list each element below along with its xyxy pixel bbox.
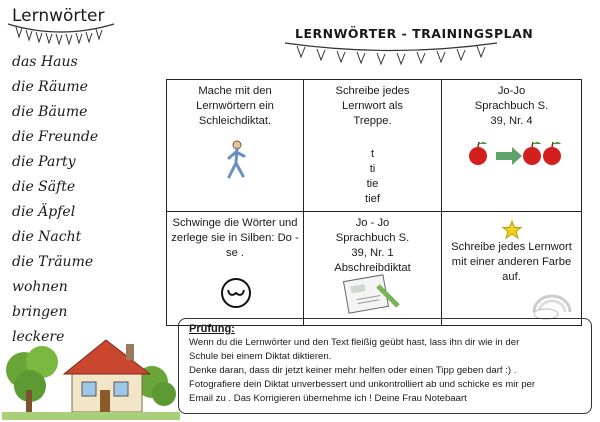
task-text: Jo - Jo Sprachbuch S. 39, Nr. 1 Abschreibdiktat [334,217,411,274]
word-item: bringen [12,304,68,320]
task-cell-slink-dictation [167,80,304,212]
star-icon [502,220,522,240]
word-item: die Räume [12,79,88,95]
task-cell-syllables [167,212,304,326]
word-item: die Party [12,154,76,170]
word-item: die Freunde [12,129,99,145]
word-item: das Haus [12,54,78,70]
exam-line: Schule bei einem Diktat diktieren. [189,351,332,362]
task-cell-colors [442,212,582,326]
task-text: Schreibe jedes Lernwort mit einer anderen Farbe auf. [451,241,572,283]
stair-line: t [370,148,375,160]
exam-line: Wenn du die Lernwörter und den Text fleißig geübt hast, lass ihn dir wie in der [189,337,520,348]
word-list-title: Lernwörter [12,6,105,26]
walking-person-icon [224,140,250,182]
word-item: die Träume [12,254,94,270]
exam-instructions-box [178,318,592,414]
word-item: die Bäume [12,104,88,120]
task-text: Jo-Jo Sprachbuch S. 39, Nr. 4 [474,85,549,127]
task-cell-sprachbuch-4 [442,80,582,212]
house-trees-illustration [2,330,180,420]
word-item: die Säfte [12,179,76,195]
plan-title: LERNWÖRTER - TRAININGSPLAN [295,26,534,41]
task-text: Mache mit den Lernwörtern ein Schleichdiktat. [196,85,274,127]
word-item: leckere [12,329,65,345]
apples-arrow-icon [466,138,562,170]
syllable-swing-icon [220,277,252,309]
rainbow-cloud-icon [528,290,574,320]
bunting-right-icon [283,40,499,70]
training-plan-grid [166,79,582,326]
exam-line: Denke daran, dass dir jetzt keiner mehr helfen oder einen Tipp geben darf :) . [189,365,517,376]
exam-line: Fotografiere dein Diktat unverbessert und unkontrolliert ab und schicke es mir per [189,379,536,390]
word-item: die Äpfel [12,204,76,220]
stair-line: tief [365,193,380,205]
stair-line: ti [369,163,376,175]
task-text: Schwinge die Wörter und zerlege sie in Silben: Do - se . [171,217,299,259]
stair-line: tie [366,178,379,190]
exam-heading: Prüfung: [189,323,235,335]
exam-line: Email zu . Das Korrigieren übernehme ich ! Deine Frau Notebaart [189,393,467,404]
word-item: die Nacht [12,229,82,245]
word-item: wohnen [12,279,68,295]
notebook-pencil-icon [342,272,402,316]
task-cell-sprachbuch-1 [304,212,442,326]
bunting-left-icon [6,20,116,50]
task-cell-stairs [304,80,442,212]
task-text: Schreibe jedes Lernwort als Treppe. [335,85,410,127]
